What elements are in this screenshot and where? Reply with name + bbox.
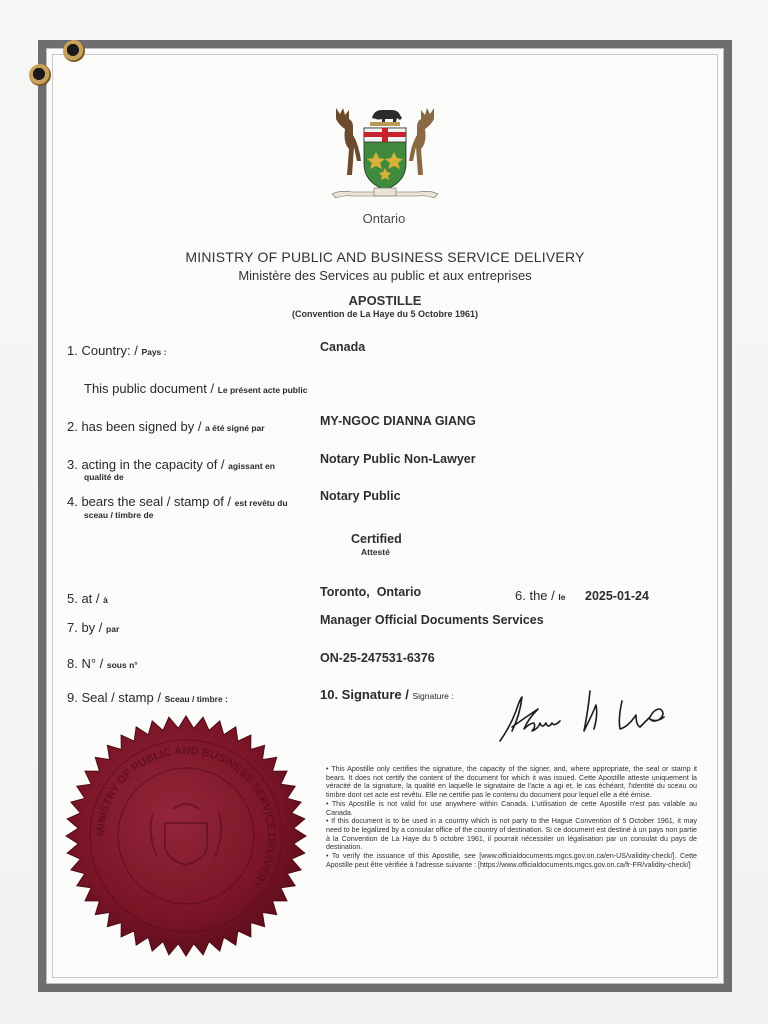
capacity-value: Notary Public Non-Lawyer <box>320 452 476 466</box>
public-document-label-fr: Le présent acte public <box>217 385 308 395</box>
grommet-icon <box>29 64 51 86</box>
note-paragraph: • To verify the issuance of this Apostille, see [www.officialdocuments.mgcs.gov.on.ca/en-US/validity-check/]. Cette Apostille peut être vérifiée à l'adresse suivante : [https://www.officialdocuments.mgcs.gov.on.ca/fr-FR/validity-check/] <box>326 852 697 869</box>
place-value: Toronto, Ontario <box>320 585 422 599</box>
seal-of-label-fr-line2: sceau / timbre de <box>84 510 154 520</box>
seal-stamp-label-en: 9. Seal / stamp / <box>67 690 161 705</box>
authority-label-fr: par <box>106 624 120 634</box>
ministry-name-en: MINISTRY OF PUBLIC AND BUSINESS SERVICE DELIVERY <box>185 249 585 265</box>
signed-by-label-en: 2. has been signed by / <box>67 419 202 434</box>
note-paragraph: • If this document is to be used in a country which is not party to the Hague Convention of 5 October 1961, it may need to be legalized by a consular office of the country of destination. Si ce document est destiné à un pays non partie à la Convention de La Haye du 5 octobre 1961, il pourrait nécessiter un légalisation par un consulat du pays de destination. <box>326 817 697 852</box>
date-label-en: 6. the / <box>515 588 555 603</box>
date-label-fr: le <box>558 592 566 602</box>
document-title: APOSTILLE <box>348 293 422 308</box>
grommet-icon <box>63 40 85 62</box>
handwritten-signature <box>492 683 688 747</box>
authority-label-en: 7. by / <box>67 620 103 635</box>
convention-subtitle: (Convention de La Haye du 5 Octobre 1961) <box>291 309 479 319</box>
authority-value: Manager Official Documents Services <box>320 613 544 627</box>
date-value: 2025-01-24 <box>585 589 649 603</box>
note-paragraph: • This Apostille is not valid for use anywhere within Canada. L'utilisation de cette Apostille n'est pas valable au Canada. <box>326 799 697 817</box>
signature-label <box>320 688 454 703</box>
seal-of-label-fr: est revêtu du <box>234 498 288 508</box>
seal-of-label-en: 4. bears the seal / stamp of / <box>67 494 232 509</box>
signed-by-label-fr: a été signé par <box>205 423 265 433</box>
country-label-en: 1. Country: / <box>67 343 138 358</box>
date-label <box>515 589 565 604</box>
place-label <box>67 592 108 607</box>
seal-text: MINISTRY OF PUBLIC AND BUSINESS SERVICE DELIVERY <box>94 744 278 890</box>
number-label <box>67 657 138 672</box>
seal-stamp-label-fr: Sceau / timbre : <box>164 694 228 704</box>
public-document-label <box>84 382 307 397</box>
red-embossed-seal <box>65 713 307 959</box>
certified-label: Certified <box>351 532 402 546</box>
capacity-label-fr: agissant en <box>228 461 275 471</box>
seal-of-value: Notary Public <box>320 489 401 503</box>
authority-label <box>67 621 119 636</box>
country-label <box>67 344 166 359</box>
number-label-en: 8. N° / <box>67 656 104 671</box>
seal-of-label <box>67 495 288 510</box>
note-paragraph: • This Apostille only certifies the signature, the capacity of the signer, and, where appropriate, the seal or stamp it bears. It does not certify the content of the document for which it was issued. Cette Apostille atteste uniquement la véracité de la signature, la qualité en laquelle le signataire de l'acte a agi et, le cas échéant, l'identité du sceau ou timbre dont cet acte est revêtu. Elle ne certifie pas le contenu du document pour lequel elle a été émise. <box>326 765 697 800</box>
crest-label: Ontario <box>362 211 406 226</box>
signer-name: MY-NGOC DIANNA GIANG <box>320 414 476 428</box>
signature-label-en: 10. Signature / <box>320 687 409 702</box>
signature-label-fr: Signature : <box>412 691 454 701</box>
capacity-label-en: 3. acting in the capacity of / <box>67 457 225 472</box>
place-label-en: 5. at / <box>67 591 100 606</box>
place-label-fr: à <box>103 595 108 605</box>
apostille-number: ON-25-247531-6376 <box>320 651 435 665</box>
signed-by-label <box>67 420 265 435</box>
public-document-label-en: This public document / <box>84 381 215 396</box>
country-value: Canada <box>320 340 366 354</box>
certified-label-fr: Attesté <box>361 547 390 557</box>
ministry-name-fr: Ministère des Services au public et aux entreprises <box>238 268 532 283</box>
seal-stamp-label <box>67 691 228 706</box>
apostille-notes <box>326 765 697 869</box>
capacity-label-fr-line2: qualité de <box>84 472 124 482</box>
ontario-coat-of-arms-icon <box>326 104 444 204</box>
number-label-fr: sous n° <box>106 660 138 670</box>
country-label-fr: Pays : <box>141 347 167 357</box>
capacity-label <box>67 458 275 473</box>
